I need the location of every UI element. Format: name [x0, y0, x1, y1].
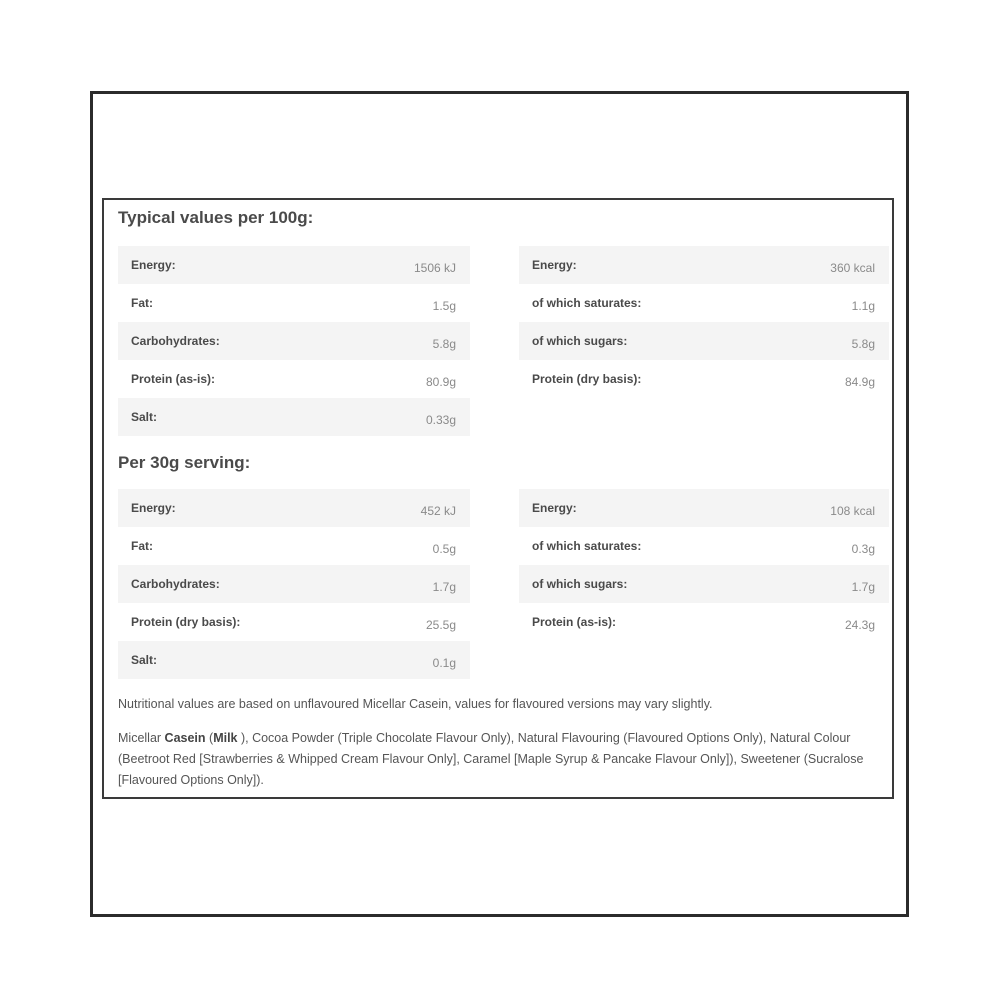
table-row — [118, 603, 470, 641]
per100-right-table — [519, 246, 889, 398]
row-label: Protein (as-is): — [532, 615, 617, 629]
row-value: 1.5g — [432, 298, 456, 313]
row-label: of which sugars: — [532, 577, 628, 591]
table-row — [118, 246, 470, 284]
row-label: Salt: — [131, 653, 158, 667]
table-row — [118, 641, 470, 679]
ingredients-text — [118, 728, 893, 791]
row-label: Carbohydrates: — [131, 334, 220, 348]
row-label: of which saturates: — [532, 296, 642, 310]
table-row — [519, 603, 889, 641]
row-value: 0.1g — [432, 655, 456, 670]
table-row — [519, 527, 889, 565]
allergen-casein: Casein — [164, 731, 206, 745]
table-row — [519, 322, 889, 360]
row-value: 108 kcal — [830, 503, 875, 518]
per30-right-table — [519, 489, 889, 641]
per100-left-table — [118, 246, 470, 436]
section-title-per-30g: Per 30g serving: — [118, 453, 251, 472]
row-label: of which saturates: — [532, 539, 642, 553]
row-value: 452 kJ — [420, 503, 456, 518]
row-label: Protein (dry basis): — [131, 615, 241, 629]
table-row — [118, 322, 470, 360]
row-value: 5.8g — [432, 336, 456, 351]
table-row — [118, 489, 470, 527]
disclaimer-text: Nutritional values are based on unflavoured Micellar Casein, values for flavoured versions may vary slightly. — [118, 697, 713, 711]
ingredients-rest: ), Cocoa Powder (Triple Chocolate Flavour Only), Natural Flavouring (Flavoured Options Only), Natural Colour (Beetroot Red [Strawberries & Whipped Cream Flavour Only], Caramel [Maple Syrup & Pancake Flavour Only]), Sweetener (Sucralose [Flavoured Options Only]). — [118, 731, 864, 787]
table-row — [118, 527, 470, 565]
table-row — [519, 284, 889, 322]
row-label: Energy: — [532, 501, 577, 515]
table-row — [118, 398, 470, 436]
table-row — [118, 360, 470, 398]
row-label: Salt: — [131, 410, 158, 424]
row-value: 1.1g — [851, 298, 875, 313]
row-value: 1506 kJ — [413, 260, 456, 275]
row-label: Protein (as-is): — [131, 372, 216, 386]
table-row — [519, 360, 889, 398]
row-value: 80.9g — [425, 374, 456, 389]
row-label: Fat: — [131, 296, 153, 310]
row-label: Carbohydrates: — [131, 577, 220, 591]
row-label: Fat: — [131, 539, 153, 553]
nutrition-panel — [102, 198, 894, 799]
row-value: 24.3g — [844, 617, 875, 632]
row-value: 1.7g — [851, 579, 875, 594]
table-row — [118, 284, 470, 322]
ingredients-prefix: Micellar — [118, 731, 165, 745]
row-value: 25.5g — [425, 617, 456, 632]
row-value: 5.8g — [851, 336, 875, 351]
row-label: of which sugars: — [532, 334, 628, 348]
table-row — [519, 489, 889, 527]
row-label: Protein (dry basis): — [532, 372, 642, 386]
row-value: 360 kcal — [830, 260, 875, 275]
per30-left-table — [118, 489, 470, 679]
section-title-per-100g: Typical values per 100g: — [118, 208, 314, 227]
row-value: 1.7g — [432, 579, 456, 594]
row-value: 0.33g — [425, 412, 456, 427]
table-row — [519, 565, 889, 603]
row-value: 0.5g — [432, 541, 456, 556]
ingredients-paren: ( — [205, 731, 214, 745]
row-label: Energy: — [131, 258, 176, 272]
row-value: 84.9g — [844, 374, 875, 389]
row-label: Energy: — [532, 258, 577, 272]
allergen-milk: Milk — [213, 731, 238, 745]
table-row — [118, 565, 470, 603]
row-value: 0.3g — [851, 541, 875, 556]
row-label: Energy: — [131, 501, 176, 515]
table-row — [519, 246, 889, 284]
